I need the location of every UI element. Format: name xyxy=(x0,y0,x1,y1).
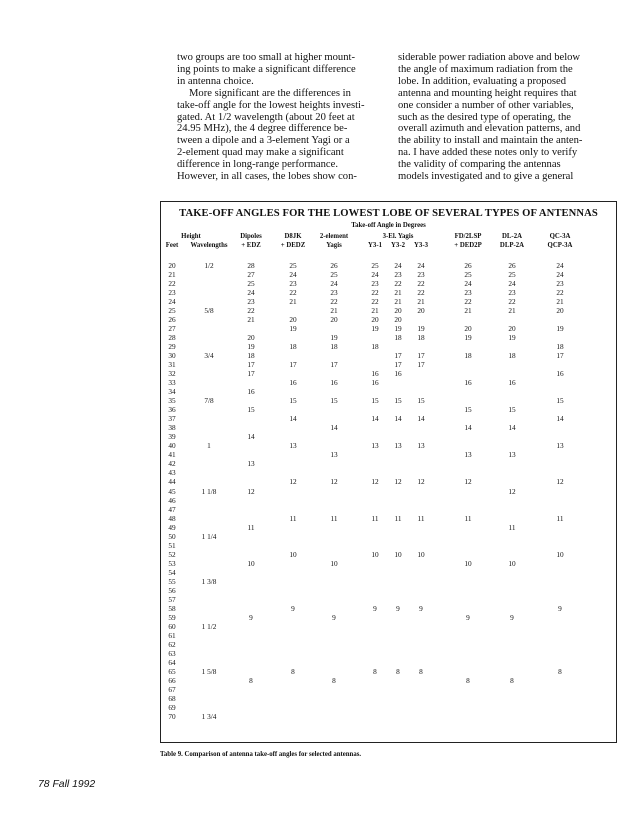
text-line: overall azimuth and elevation patterns, and xyxy=(398,123,581,135)
angle-cell: 14 xyxy=(289,414,297,424)
angle-cell: 19 xyxy=(289,324,297,334)
angle-cell: 20 xyxy=(394,315,402,325)
angle-cell: 9 xyxy=(249,612,253,622)
text-line: tween a dipole and a 3-element Yagi or a xyxy=(177,135,350,147)
angle-cell: 19 xyxy=(556,324,564,334)
angle-cell: 15 xyxy=(247,405,255,415)
height-feet-cell: 24 xyxy=(168,297,176,307)
text-line: 24.95 MHz), the 4 degree difference be- xyxy=(177,123,348,135)
angle-cell: 24 xyxy=(330,279,338,289)
angle-cell: 22 xyxy=(371,297,379,307)
angle-cell: 19 xyxy=(394,324,402,334)
angle-cell: 24 xyxy=(417,261,425,270)
angle-cell: 18 xyxy=(371,342,379,352)
height-feet-cell: 33 xyxy=(168,378,176,388)
angle-cell: 17 xyxy=(394,351,402,361)
angle-cell: 23 xyxy=(417,270,425,280)
angle-cell: 22 xyxy=(247,306,255,316)
height-feet-cell: 37 xyxy=(168,414,176,424)
angle-cell: 18 xyxy=(464,351,472,361)
angle-cell: 12 xyxy=(289,477,297,487)
angle-cell: 14 xyxy=(247,432,255,442)
angle-cell: 19 xyxy=(417,324,425,334)
angle-cell: 8 xyxy=(396,666,400,676)
angle-cell: 11 xyxy=(417,513,425,523)
angle-cell: 8 xyxy=(291,666,295,676)
height-feet-cell: 57 xyxy=(168,594,176,604)
wavelength-cell: 1 xyxy=(207,441,211,451)
text-line: the angle of maximum radiation from the xyxy=(398,63,573,75)
angle-cell: 17 xyxy=(247,360,255,370)
height-feet-cell: 47 xyxy=(168,504,176,514)
text-line: the ability to install and maintain the anten- xyxy=(398,135,583,147)
height-feet-cell: 39 xyxy=(168,432,176,442)
height-feet-cell: 29 xyxy=(168,342,176,352)
height-feet-cell: 28 xyxy=(168,333,176,343)
angle-cell: 24 xyxy=(247,288,255,298)
text-line: such as the desired type of operating, the xyxy=(398,111,571,123)
header-bottom-cell: Y3-1 xyxy=(368,242,382,249)
angle-cell: 16 xyxy=(371,369,379,379)
angle-cell: 20 xyxy=(371,315,379,325)
angle-cell: 21 xyxy=(371,306,379,316)
angle-cell: 10 xyxy=(464,558,472,568)
angle-cell: 10 xyxy=(508,558,516,568)
angle-cell: 16 xyxy=(247,387,255,397)
angle-cell: 13 xyxy=(371,441,379,451)
angle-cell: 24 xyxy=(394,261,402,270)
page-footer: 78 Fall 1992 xyxy=(38,779,96,790)
angle-cell: 9 xyxy=(396,603,400,613)
wavelength-cell: 1 5/8 xyxy=(201,666,217,676)
angle-cell: 12 xyxy=(417,477,425,487)
height-feet-cell: 36 xyxy=(168,405,176,415)
height-feet-cell: 51 xyxy=(168,540,176,550)
angle-cell: 21 xyxy=(289,297,297,307)
angle-cell: 13 xyxy=(464,450,472,460)
header-bottom-cell: Y3-3 xyxy=(414,242,428,249)
angle-cell: 21 xyxy=(556,297,564,307)
angle-cell: 14 xyxy=(330,423,338,433)
angle-cell: 26 xyxy=(330,261,338,270)
angle-cell: 23 xyxy=(330,288,338,298)
height-feet-cell: 66 xyxy=(168,675,176,685)
header-bottom-cell: Y3-2 xyxy=(391,242,405,249)
angle-cell: 24 xyxy=(289,270,297,280)
angle-cell: 14 xyxy=(556,414,564,424)
height-feet-cell: 60 xyxy=(168,621,176,631)
angle-cell: 18 xyxy=(394,333,402,343)
height-feet-cell: 50 xyxy=(168,531,176,541)
height-feet-cell: 56 xyxy=(168,585,176,595)
angle-cell: 20 xyxy=(417,306,425,316)
header-top-cell: Height xyxy=(181,233,201,240)
angle-cell: 13 xyxy=(394,441,402,451)
angle-cell: 21 xyxy=(417,297,425,307)
header-bottom-cell: Feet xyxy=(165,242,179,249)
angle-cell: 17 xyxy=(417,351,425,361)
height-feet-cell: 40 xyxy=(168,441,176,451)
table-title: TAKE-OFF ANGLES FOR THE LOWEST LOBE OF SEVERAL TYPES OF ANTENNAS xyxy=(179,208,598,219)
text-line: antenna and mounting height requires that xyxy=(398,87,577,99)
angle-cell: 19 xyxy=(371,324,379,334)
angle-cell: 22 xyxy=(289,288,297,298)
angle-cell: 12 xyxy=(464,477,472,487)
angle-cell: 14 xyxy=(394,414,402,424)
angle-cell: 16 xyxy=(371,378,379,388)
angle-cell: 10 xyxy=(330,558,338,568)
angle-cell: 26 xyxy=(508,261,516,270)
height-feet-cell: 48 xyxy=(168,513,176,523)
angle-cell: 22 xyxy=(330,297,338,307)
height-feet-cell: 27 xyxy=(168,324,176,334)
height-feet-cell: 59 xyxy=(168,612,176,622)
header-bottom-cell: + DED2P xyxy=(454,242,482,249)
angle-cell: 24 xyxy=(508,279,516,289)
angle-cell: 17 xyxy=(394,360,402,370)
angle-cell: 25 xyxy=(464,270,472,280)
height-feet-cell: 64 xyxy=(168,657,176,667)
height-feet-cell: 22 xyxy=(168,279,176,289)
angle-cell: 13 xyxy=(289,441,297,451)
header-top-cell: DL-2A xyxy=(501,233,523,240)
header-bottom-cell: QCP-3A xyxy=(547,242,573,249)
angle-cell: 9 xyxy=(373,603,377,613)
table-subtitle: Take-off Angle in Degrees xyxy=(351,222,426,229)
angle-cell: 22 xyxy=(556,288,564,298)
angle-cell: 8 xyxy=(249,675,253,685)
angle-cell: 22 xyxy=(417,288,425,298)
right-text-column xyxy=(398,52,620,183)
angle-cell: 13 xyxy=(417,441,425,451)
height-feet-cell: 55 xyxy=(168,576,176,586)
angle-cell: 15 xyxy=(394,396,402,406)
angle-cell: 15 xyxy=(371,396,379,406)
angle-cell: 16 xyxy=(394,369,402,379)
angle-cell: 18 xyxy=(417,333,425,343)
angle-cell: 26 xyxy=(464,261,472,270)
height-feet-cell: 58 xyxy=(168,603,176,613)
wavelength-cell: 5/8 xyxy=(204,306,214,316)
angle-cell: 16 xyxy=(508,378,516,388)
angle-cell: 25 xyxy=(508,270,516,280)
angle-cell: 19 xyxy=(247,342,255,352)
left-text-column xyxy=(177,52,395,183)
angle-cell: 20 xyxy=(330,315,338,325)
angle-cell: 21 xyxy=(330,306,338,316)
text-line: siderable power radiation above and below xyxy=(398,52,581,63)
angle-cell: 11 xyxy=(247,522,255,532)
height-feet-cell: 53 xyxy=(168,558,176,568)
angle-cell: 18 xyxy=(247,351,255,361)
angle-cell: 25 xyxy=(289,261,297,270)
height-feet-cell: 31 xyxy=(168,360,176,370)
angle-cell: 20 xyxy=(508,324,516,334)
angle-cell: 12 xyxy=(330,477,338,487)
angle-cell: 9 xyxy=(510,612,514,622)
angle-cell: 24 xyxy=(556,270,564,280)
angle-cell: 8 xyxy=(419,666,423,676)
angle-cell: 15 xyxy=(556,396,564,406)
angle-cell: 12 xyxy=(247,486,255,496)
height-feet-cell: 46 xyxy=(168,495,176,505)
angle-cell: 21 xyxy=(247,315,255,325)
height-feet-cell: 34 xyxy=(168,387,176,397)
text-line: 2-element quad may make a significant xyxy=(177,147,344,159)
angle-cell: 21 xyxy=(394,288,402,298)
angle-cell: 25 xyxy=(247,279,255,289)
angle-cell: 12 xyxy=(394,477,402,487)
angle-cell: 24 xyxy=(464,279,472,289)
wavelength-cell: 1/2 xyxy=(204,261,214,270)
angle-cell: 14 xyxy=(508,423,516,433)
height-feet-cell: 44 xyxy=(168,477,176,487)
angle-cell: 20 xyxy=(289,315,297,325)
height-feet-cell: 25 xyxy=(168,306,176,316)
angle-cell: 23 xyxy=(508,288,516,298)
angle-cell: 11 xyxy=(464,513,472,523)
angle-cell: 20 xyxy=(394,306,402,316)
angle-cell: 8 xyxy=(332,675,336,685)
height-feet-cell: 54 xyxy=(168,567,176,577)
text-line: models investigated and to give a general xyxy=(398,171,574,183)
angle-cell: 18 xyxy=(289,342,297,352)
header-top-cell: Dipoles xyxy=(240,233,262,240)
height-feet-cell: 68 xyxy=(168,693,176,703)
height-feet-cell: 49 xyxy=(168,522,176,532)
header-top-cell: 3-El. Yagis xyxy=(382,233,414,240)
angle-cell: 10 xyxy=(556,549,564,559)
header-bottom-cell: Wavelengths xyxy=(190,242,228,249)
angle-cell: 9 xyxy=(291,603,295,613)
header-bottom-cell: + DEDZ xyxy=(280,242,306,249)
text-line: However, in all cases, the lobes show con- xyxy=(177,171,357,183)
angle-cell: 22 xyxy=(394,279,402,289)
angle-cell: 12 xyxy=(508,486,516,496)
angle-cell: 17 xyxy=(417,360,425,370)
height-feet-cell: 42 xyxy=(168,459,176,469)
angle-cell: 11 xyxy=(394,513,402,523)
angle-cell: 8 xyxy=(558,666,562,676)
angle-cell: 27 xyxy=(247,270,255,280)
height-feet-cell: 67 xyxy=(168,684,176,694)
text-line: na. I have added these notes only to verify xyxy=(398,147,578,159)
angle-cell: 24 xyxy=(556,261,564,270)
angle-cell: 19 xyxy=(464,333,472,343)
angle-cell: 20 xyxy=(464,324,472,334)
height-feet-cell: 70 xyxy=(168,712,176,721)
height-feet-cell: 43 xyxy=(168,468,176,478)
angle-cell: 22 xyxy=(371,288,379,298)
angle-cell: 23 xyxy=(464,288,472,298)
angle-cell: 13 xyxy=(330,450,338,460)
height-feet-cell: 41 xyxy=(168,450,176,460)
angle-cell: 16 xyxy=(556,369,564,379)
angle-cell: 10 xyxy=(394,549,402,559)
angle-cell: 10 xyxy=(371,549,379,559)
angle-cell: 21 xyxy=(508,306,516,316)
angle-cell: 11 xyxy=(371,513,379,523)
angle-cell: 21 xyxy=(394,297,402,307)
header-top-cell: D8JK xyxy=(284,233,302,240)
angle-cell: 14 xyxy=(371,414,379,424)
height-feet-cell: 38 xyxy=(168,423,176,433)
wavelength-cell: 1 1/2 xyxy=(201,621,217,631)
height-feet-cell: 30 xyxy=(168,351,176,361)
angle-cell: 18 xyxy=(330,342,338,352)
angle-cell: 11 xyxy=(508,522,516,532)
angle-cell: 11 xyxy=(289,513,297,523)
angle-cell: 16 xyxy=(289,378,297,388)
header-top-cell: FD/2LSP xyxy=(454,233,482,240)
angle-cell: 18 xyxy=(556,342,564,352)
angle-cell: 11 xyxy=(330,513,338,523)
angle-cell: 23 xyxy=(371,279,379,289)
angle-cell: 18 xyxy=(508,351,516,361)
angle-cell: 22 xyxy=(464,297,472,307)
angle-cell: 11 xyxy=(556,513,564,523)
height-feet-cell: 62 xyxy=(168,639,176,649)
wavelength-cell: 1 3/8 xyxy=(201,576,217,586)
angle-cell: 13 xyxy=(508,450,516,460)
height-feet-cell: 20 xyxy=(168,261,176,270)
angle-cell: 22 xyxy=(508,297,516,307)
angle-cell: 24 xyxy=(371,270,379,280)
angle-cell: 22 xyxy=(417,279,425,289)
height-feet-cell: 26 xyxy=(168,315,176,325)
angle-cell: 16 xyxy=(330,378,338,388)
height-feet-cell: 45 xyxy=(168,486,176,496)
angle-cell: 10 xyxy=(417,549,425,559)
angle-cell: 9 xyxy=(558,603,562,613)
angle-cell: 10 xyxy=(247,558,255,568)
wavelength-cell: 1 1/4 xyxy=(201,531,217,541)
text-line: the validity of comparing the antennas xyxy=(398,159,561,171)
angle-cell: 23 xyxy=(247,297,255,307)
wavelength-cell: 7/8 xyxy=(204,396,214,406)
text-line: two groups are too small at higher mount- xyxy=(177,52,355,63)
text-line: More significant are the differences in xyxy=(189,87,351,99)
angle-cell: 19 xyxy=(508,333,516,343)
angle-cell: 21 xyxy=(464,306,472,316)
header-bottom-cell: DLP-2A xyxy=(499,242,525,249)
table-caption: Table 9. Comparison of antenna take-off angles for selected antennas. xyxy=(160,751,362,758)
angle-cell: 16 xyxy=(464,378,472,388)
angle-cell: 19 xyxy=(330,333,338,343)
angle-cell: 23 xyxy=(289,279,297,289)
angle-cell: 8 xyxy=(510,675,514,685)
angle-cell: 28 xyxy=(247,261,255,270)
angle-cell: 13 xyxy=(556,441,564,451)
text-line: in antenna choice. xyxy=(177,75,254,87)
angle-cell: 12 xyxy=(371,477,379,487)
angle-cell: 10 xyxy=(289,549,297,559)
angle-cell: 9 xyxy=(332,612,336,622)
angle-cell: 15 xyxy=(464,405,472,415)
angle-cell: 8 xyxy=(373,666,377,676)
height-feet-cell: 21 xyxy=(168,270,176,280)
angle-cell: 9 xyxy=(466,612,470,622)
angle-cell: 14 xyxy=(464,423,472,433)
angle-cell: 15 xyxy=(330,396,338,406)
text-line: gated. At 1/2 wavelength (about 20 feet at xyxy=(177,111,355,123)
wavelength-cell: 3/4 xyxy=(204,351,214,361)
text-line: lobe. In addition, evaluating a proposed xyxy=(398,75,566,87)
height-feet-cell: 65 xyxy=(168,666,176,676)
angle-cell: 23 xyxy=(556,279,564,289)
height-feet-cell: 23 xyxy=(168,288,176,298)
angle-cell: 13 xyxy=(247,459,255,469)
angle-cell: 17 xyxy=(556,351,564,361)
angle-cell: 9 xyxy=(419,603,423,613)
angle-cell: 25 xyxy=(371,261,379,270)
text-line: ing points to make a significant difference xyxy=(177,63,356,75)
angle-cell: 23 xyxy=(394,270,402,280)
takeoff-angle-table xyxy=(160,201,617,743)
angle-cell: 15 xyxy=(289,396,297,406)
height-feet-cell: 52 xyxy=(168,549,176,559)
angle-cell: 20 xyxy=(247,333,255,343)
wavelength-cell: 1 1/8 xyxy=(201,486,217,496)
height-feet-cell: 61 xyxy=(168,630,176,640)
height-feet-cell: 69 xyxy=(168,702,176,712)
angle-cell: 20 xyxy=(556,306,564,316)
angle-cell: 15 xyxy=(417,396,425,406)
height-feet-cell: 63 xyxy=(168,648,176,658)
header-top-cell: 2-element xyxy=(319,233,349,240)
text-line: one consider a number of other variables, xyxy=(398,99,574,111)
angle-cell: 14 xyxy=(417,414,425,424)
angle-cell: 17 xyxy=(247,369,255,379)
angle-cell: 17 xyxy=(330,360,338,370)
angle-cell: 15 xyxy=(508,405,516,415)
text-line: take-off angle for the lowest heights investi- xyxy=(177,99,365,111)
header-top-cell: QC-3A xyxy=(549,233,571,240)
text-line: difference in long-range performance. xyxy=(177,159,338,171)
angle-cell: 25 xyxy=(330,270,338,280)
angle-cell: 17 xyxy=(289,360,297,370)
height-feet-cell: 35 xyxy=(168,396,176,406)
header-bottom-cell: Yagis xyxy=(326,242,342,249)
wavelength-cell: 1 3/4 xyxy=(201,712,217,721)
height-feet-cell: 32 xyxy=(168,369,176,379)
angle-cell: 12 xyxy=(556,477,564,487)
angle-cell: 8 xyxy=(466,675,470,685)
header-bottom-cell: + EDZ xyxy=(241,242,261,249)
